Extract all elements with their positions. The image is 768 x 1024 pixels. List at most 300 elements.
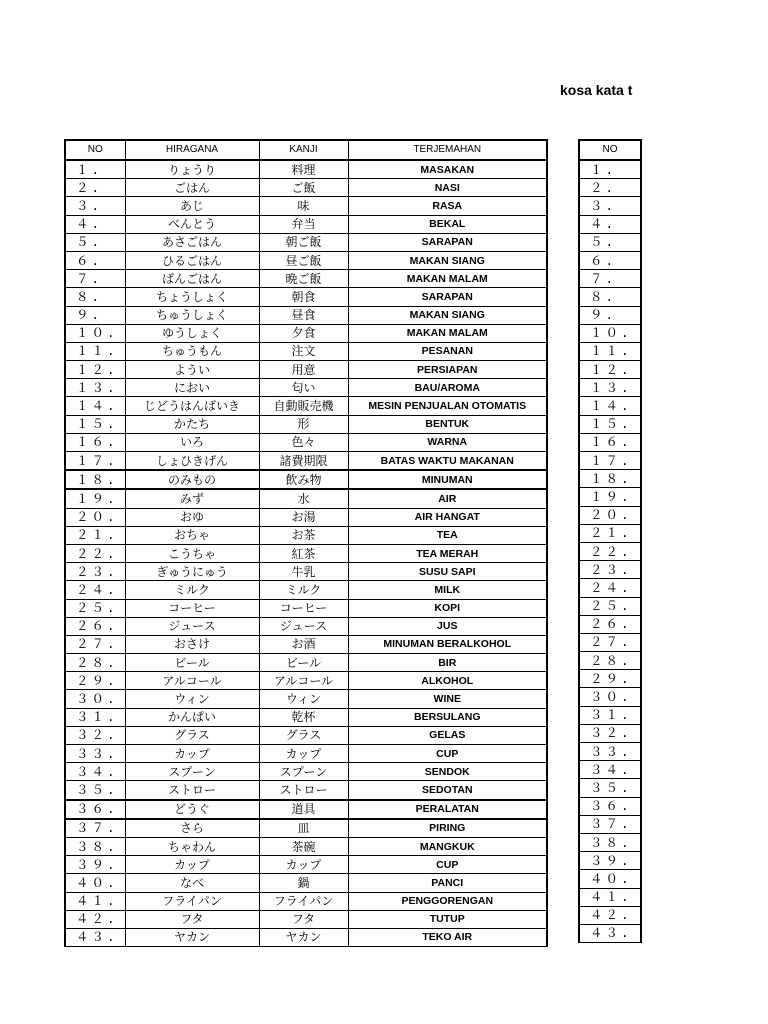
header-no: NO — [65, 140, 125, 160]
right-cell-no: ３２. — [579, 724, 641, 742]
cell-terjemahan: PERSIAPAN — [348, 361, 547, 379]
right-table-row — [579, 452, 641, 470]
cell-terjemahan: KOPI — [348, 599, 547, 617]
cell-hiragana: ストロー — [125, 781, 259, 800]
table-row — [65, 508, 547, 526]
table-row — [65, 452, 547, 471]
right-cell-no: １１. — [579, 342, 641, 360]
table-row — [65, 342, 547, 360]
cell-terjemahan: ALKOHOL — [348, 672, 547, 690]
right-table-row — [579, 615, 641, 633]
cell-no: ３１. — [65, 708, 125, 726]
right-cell-no: １７. — [579, 452, 641, 470]
cell-kanji: お茶 — [259, 526, 348, 544]
cell-kanji: 昼ご飯 — [259, 251, 348, 269]
right-cell-no: ５. — [579, 233, 641, 251]
cell-hiragana: ビール — [125, 654, 259, 672]
right-table-row — [579, 306, 641, 324]
right-cell-no: ２６. — [579, 615, 641, 633]
right-cell-no: １８. — [579, 470, 641, 488]
cell-terjemahan: MILK — [348, 581, 547, 599]
cell-terjemahan: CUP — [348, 856, 547, 874]
right-table-row — [579, 342, 641, 360]
cell-terjemahan: BAU/AROMA — [348, 379, 547, 397]
table-row — [65, 745, 547, 763]
cell-no: １. — [65, 160, 125, 179]
cell-hiragana: さら — [125, 819, 259, 838]
right-cell-no: ２０. — [579, 506, 641, 524]
cell-hiragana: かたち — [125, 415, 259, 433]
table-row — [65, 581, 547, 599]
right-cell-no: １３. — [579, 379, 641, 397]
right-cell-no: １０. — [579, 324, 641, 342]
cell-hiragana: おゆ — [125, 508, 259, 526]
cell-kanji: フライパン — [259, 892, 348, 910]
right-table-row — [579, 542, 641, 560]
right-table-row — [579, 670, 641, 688]
cell-hiragana: におい — [125, 379, 259, 397]
right-cell-no: ３６. — [579, 797, 641, 815]
cell-terjemahan: NASI — [348, 179, 547, 197]
cell-no: ３７. — [65, 819, 125, 838]
cell-no: ３３. — [65, 745, 125, 763]
cell-hiragana: ウィン — [125, 690, 259, 708]
right-table-row — [579, 652, 641, 670]
table-row — [65, 672, 547, 690]
cell-kanji: ご飯 — [259, 179, 348, 197]
table-row — [65, 433, 547, 451]
cell-no: １６. — [65, 433, 125, 451]
cell-terjemahan: RASA — [348, 197, 547, 215]
cell-terjemahan: MAKAN SIANG — [348, 306, 547, 324]
cell-terjemahan: BENTUK — [348, 415, 547, 433]
right-table-row — [579, 288, 641, 306]
right-table-row — [579, 197, 641, 215]
cell-kanji: 色々 — [259, 433, 348, 451]
table-row — [65, 837, 547, 855]
cell-terjemahan: SENDOK — [348, 763, 547, 781]
right-table-row — [579, 761, 641, 779]
cell-terjemahan: MINUMAN BERALKOHOL — [348, 635, 547, 653]
right-cell-no: ２. — [579, 179, 641, 197]
right-table-row — [579, 324, 641, 342]
table-row — [65, 617, 547, 635]
cell-kanji: 朝ご飯 — [259, 233, 348, 251]
right-cell-no: ２１. — [579, 524, 641, 542]
cell-terjemahan: MAKAN SIANG — [348, 251, 547, 269]
cell-kanji: フタ — [259, 910, 348, 928]
right-cell-no: ２５. — [579, 597, 641, 615]
right-table-row — [579, 797, 641, 815]
right-cell-no: ２４. — [579, 579, 641, 597]
cell-no: ４１. — [65, 892, 125, 910]
right-table-row — [579, 415, 641, 433]
right-table-row — [579, 179, 641, 197]
cell-terjemahan: WINE — [348, 690, 547, 708]
right-cell-no: ６. — [579, 251, 641, 269]
cell-kanji: ジュース — [259, 617, 348, 635]
cell-kanji: 牛乳 — [259, 563, 348, 581]
right-cell-no: ３１. — [579, 706, 641, 724]
cell-no: ４. — [65, 215, 125, 233]
cell-kanji: 乾杯 — [259, 708, 348, 726]
cell-no: ２３. — [65, 563, 125, 581]
cell-hiragana: しょひきげん — [125, 452, 259, 471]
right-cell-no: ７. — [579, 270, 641, 288]
table-row — [65, 563, 547, 581]
right-table-row — [579, 924, 641, 942]
cell-hiragana: いろ — [125, 433, 259, 451]
right-cell-no: １９. — [579, 488, 641, 506]
cell-hiragana: ちゅうもん — [125, 342, 259, 360]
cell-terjemahan: TEA — [348, 526, 547, 544]
cell-terjemahan: TEKO AIR — [348, 928, 547, 946]
right-cell-no: ３４. — [579, 761, 641, 779]
cell-hiragana: ちゅうしょく — [125, 306, 259, 324]
cell-terjemahan: MAKAN MALAM — [348, 324, 547, 342]
cell-kanji: ヤカン — [259, 928, 348, 946]
right-cell-no: ２８. — [579, 652, 641, 670]
cell-no: ３８. — [65, 837, 125, 855]
right-cell-no: ２７. — [579, 633, 641, 651]
cell-no: ２５. — [65, 599, 125, 617]
table-row — [65, 324, 547, 342]
cell-kanji: 昼食 — [259, 306, 348, 324]
cell-hiragana: カップ — [125, 856, 259, 874]
cell-no: ４３. — [65, 928, 125, 946]
right-table-row — [579, 815, 641, 833]
cell-terjemahan: BATAS WAKTU MAKANAN — [348, 452, 547, 471]
cell-hiragana: フタ — [125, 910, 259, 928]
cell-hiragana: のみもの — [125, 470, 259, 489]
cell-no: ３４. — [65, 763, 125, 781]
right-table-row — [579, 852, 641, 870]
cell-no: ９. — [65, 306, 125, 324]
cell-no: １４. — [65, 397, 125, 415]
cell-hiragana: じどうはんばいき — [125, 397, 259, 415]
right-cell-no: ２９. — [579, 670, 641, 688]
right-table-row — [579, 524, 641, 542]
right-cell-no: ３７. — [579, 815, 641, 833]
cell-terjemahan: PIRING — [348, 819, 547, 838]
right-header-row — [579, 140, 641, 160]
cell-hiragana: どうぐ — [125, 800, 259, 819]
right-table-row — [579, 706, 641, 724]
right-cell-no: ４０. — [579, 870, 641, 888]
right-cell-no: ９. — [579, 306, 641, 324]
cell-terjemahan: AIR HANGAT — [348, 508, 547, 526]
table-row — [65, 179, 547, 197]
cell-kanji: 水 — [259, 489, 348, 508]
right-table-row — [579, 215, 641, 233]
cell-hiragana: ばんごはん — [125, 270, 259, 288]
cell-kanji: ビール — [259, 654, 348, 672]
right-cell-no: １４. — [579, 397, 641, 415]
right-cell-no: ８. — [579, 288, 641, 306]
cell-no: ２６. — [65, 617, 125, 635]
table-row — [65, 874, 547, 892]
cell-hiragana: なべ — [125, 874, 259, 892]
cell-terjemahan: MASAKAN — [348, 160, 547, 179]
right-cell-no: ３０. — [579, 688, 641, 706]
cell-terjemahan: MAKAN MALAM — [348, 270, 547, 288]
cell-no: ２０. — [65, 508, 125, 526]
cell-hiragana: ちょうしょく — [125, 288, 259, 306]
right-table-row — [579, 743, 641, 761]
cell-kanji: アルコール — [259, 672, 348, 690]
vocab-table-body — [65, 160, 547, 947]
cell-kanji: 匂い — [259, 379, 348, 397]
right-table-row — [579, 433, 641, 451]
cell-terjemahan: SEDOTAN — [348, 781, 547, 800]
right-cell-no: １２. — [579, 361, 641, 379]
cell-no: １０. — [65, 324, 125, 342]
cell-hiragana: フライパン — [125, 892, 259, 910]
table-row — [65, 726, 547, 744]
right-table-row — [579, 379, 641, 397]
table-row — [65, 233, 547, 251]
table-row — [65, 763, 547, 781]
right-table-row — [579, 270, 641, 288]
cell-no: ２８. — [65, 654, 125, 672]
cell-hiragana: ちゃわん — [125, 837, 259, 855]
right-table-row — [579, 633, 641, 651]
cell-no: ３５. — [65, 781, 125, 800]
right-table-row — [579, 833, 641, 851]
cell-hiragana: ごはん — [125, 179, 259, 197]
cell-no: ２７. — [65, 635, 125, 653]
table-row — [65, 690, 547, 708]
cell-kanji: 朝食 — [259, 288, 348, 306]
cell-terjemahan: GELAS — [348, 726, 547, 744]
table-header-row — [65, 140, 547, 160]
cell-terjemahan: SARAPAN — [348, 288, 547, 306]
table-row — [65, 928, 547, 946]
right-table-row — [579, 488, 641, 506]
cell-kanji: お酒 — [259, 635, 348, 653]
cell-hiragana: カップ — [125, 745, 259, 763]
cell-kanji: 味 — [259, 197, 348, 215]
right-cell-no: ４３. — [579, 924, 641, 942]
cell-kanji: 鍋 — [259, 874, 348, 892]
cell-terjemahan: PESANAN — [348, 342, 547, 360]
cell-terjemahan: PANCI — [348, 874, 547, 892]
cell-kanji: 料理 — [259, 160, 348, 179]
cell-no: １２. — [65, 361, 125, 379]
table-row — [65, 654, 547, 672]
cell-terjemahan: SUSU SAPI — [348, 563, 547, 581]
table-row — [65, 856, 547, 874]
cell-kanji: コーヒー — [259, 599, 348, 617]
right-table-row — [579, 724, 641, 742]
cell-hiragana: かんぱい — [125, 708, 259, 726]
cell-terjemahan: BIR — [348, 654, 547, 672]
table-row — [65, 708, 547, 726]
right-cell-no: １５. — [579, 415, 641, 433]
cell-terjemahan: AIR — [348, 489, 547, 508]
right-cell-no: ３９. — [579, 852, 641, 870]
cell-terjemahan: CUP — [348, 745, 547, 763]
cell-kanji: グラス — [259, 726, 348, 744]
right-table-row — [579, 470, 641, 488]
cell-kanji: 諸費期限 — [259, 452, 348, 471]
cell-no: １９. — [65, 489, 125, 508]
table-row — [65, 397, 547, 415]
cell-no: ４０. — [65, 874, 125, 892]
cell-no: １５. — [65, 415, 125, 433]
cell-no: ３９. — [65, 856, 125, 874]
cell-no: １８. — [65, 470, 125, 489]
cell-no: ３. — [65, 197, 125, 215]
table-row — [65, 215, 547, 233]
cell-no: ２２. — [65, 544, 125, 562]
right-table-row — [579, 888, 641, 906]
table-row — [65, 470, 547, 489]
table-row — [65, 526, 547, 544]
cell-hiragana: ひるごはん — [125, 251, 259, 269]
right-cell-no: ４. — [579, 215, 641, 233]
cell-no: ３６. — [65, 800, 125, 819]
cell-hiragana: グラス — [125, 726, 259, 744]
cell-hiragana: ぎゅうにゅう — [125, 563, 259, 581]
cell-kanji: 形 — [259, 415, 348, 433]
cell-hiragana: ジュース — [125, 617, 259, 635]
right-table-row — [579, 579, 641, 597]
cell-kanji: 自動販売機 — [259, 397, 348, 415]
cell-no: ５. — [65, 233, 125, 251]
cell-kanji: 夕食 — [259, 324, 348, 342]
right-table-row — [579, 561, 641, 579]
table-row — [65, 892, 547, 910]
cell-hiragana: アルコール — [125, 672, 259, 690]
cell-hiragana: べんとう — [125, 215, 259, 233]
cell-hiragana: ゆうしょく — [125, 324, 259, 342]
page-title: kosa kata t — [560, 82, 633, 98]
cell-no: ２９. — [65, 672, 125, 690]
right-table-row — [579, 251, 641, 269]
table-row — [65, 306, 547, 324]
right-cell-no: ４２. — [579, 906, 641, 924]
right-table-row — [579, 906, 641, 924]
right-cell-no: １. — [579, 160, 641, 179]
cell-kanji: 弁当 — [259, 215, 348, 233]
cell-terjemahan: SARAPAN — [348, 233, 547, 251]
right-table-body — [579, 160, 641, 943]
table-row — [65, 251, 547, 269]
table-row — [65, 379, 547, 397]
right-table-row — [579, 779, 641, 797]
cell-hiragana: あじ — [125, 197, 259, 215]
table-row — [65, 361, 547, 379]
cell-terjemahan: JUS — [348, 617, 547, 635]
cell-no: １１. — [65, 342, 125, 360]
cell-kanji: ミルク — [259, 581, 348, 599]
right-cell-no: ３３. — [579, 743, 641, 761]
cell-kanji: 道具 — [259, 800, 348, 819]
cell-hiragana: ヤカン — [125, 928, 259, 946]
cell-kanji: 用意 — [259, 361, 348, 379]
cell-kanji: 注文 — [259, 342, 348, 360]
cell-terjemahan: MANGKUK — [348, 837, 547, 855]
cell-hiragana: みず — [125, 489, 259, 508]
cell-no: ８. — [65, 288, 125, 306]
right-table-row — [579, 870, 641, 888]
right-table-row — [579, 597, 641, 615]
cell-hiragana: おちゃ — [125, 526, 259, 544]
header-kanji: KANJI — [259, 140, 348, 160]
table-row — [65, 415, 547, 433]
table-row — [65, 635, 547, 653]
cell-hiragana: コーヒー — [125, 599, 259, 617]
right-cell-no: ３８. — [579, 833, 641, 851]
table-row — [65, 781, 547, 800]
cell-terjemahan: WARNA — [348, 433, 547, 451]
table-row — [65, 599, 547, 617]
table-row — [65, 910, 547, 928]
right-cell-no: ３. — [579, 197, 641, 215]
cell-kanji: ウィン — [259, 690, 348, 708]
right-cell-no: １６. — [579, 433, 641, 451]
table-row — [65, 800, 547, 819]
cell-kanji: スプーン — [259, 763, 348, 781]
right-no-table — [578, 139, 642, 943]
cell-terjemahan: TEA MERAH — [348, 544, 547, 562]
right-cell-no: ３５. — [579, 779, 641, 797]
cell-no: ２. — [65, 179, 125, 197]
cell-no: ２１. — [65, 526, 125, 544]
vocab-table — [64, 139, 548, 947]
cell-hiragana: ようい — [125, 361, 259, 379]
cell-kanji: 茶碗 — [259, 837, 348, 855]
cell-terjemahan: PENGGORENGAN — [348, 892, 547, 910]
right-cell-no: ２３. — [579, 561, 641, 579]
right-cell-no: ４１. — [579, 888, 641, 906]
cell-kanji: 飲み物 — [259, 470, 348, 489]
table-row — [65, 270, 547, 288]
table-row — [65, 197, 547, 215]
table-row — [65, 544, 547, 562]
cell-kanji: 皿 — [259, 819, 348, 838]
cell-no: １３. — [65, 379, 125, 397]
cell-hiragana: りょうり — [125, 160, 259, 179]
header-hiragana: HIRAGANA — [125, 140, 259, 160]
right-table-row — [579, 688, 641, 706]
cell-terjemahan: BERSULANG — [348, 708, 547, 726]
cell-terjemahan: PERALATAN — [348, 800, 547, 819]
cell-hiragana: あさごはん — [125, 233, 259, 251]
right-table-row — [579, 397, 641, 415]
cell-no: ７. — [65, 270, 125, 288]
cell-terjemahan: MESIN PENJUALAN OTOMATIS — [348, 397, 547, 415]
cell-hiragana: スプーン — [125, 763, 259, 781]
cell-terjemahan: TUTUP — [348, 910, 547, 928]
cell-hiragana: ミルク — [125, 581, 259, 599]
cell-kanji: 晩ご飯 — [259, 270, 348, 288]
cell-hiragana: こうちゃ — [125, 544, 259, 562]
right-cell-no: ２２. — [579, 542, 641, 560]
cell-no: ４２. — [65, 910, 125, 928]
table-row — [65, 489, 547, 508]
cell-no: ２４. — [65, 581, 125, 599]
cell-hiragana: おさけ — [125, 635, 259, 653]
right-table-row — [579, 160, 641, 179]
cell-no: １７. — [65, 452, 125, 471]
cell-kanji: お湯 — [259, 508, 348, 526]
table-row — [65, 819, 547, 838]
cell-no: ３０. — [65, 690, 125, 708]
cell-terjemahan: BEKAL — [348, 215, 547, 233]
table-row — [65, 288, 547, 306]
